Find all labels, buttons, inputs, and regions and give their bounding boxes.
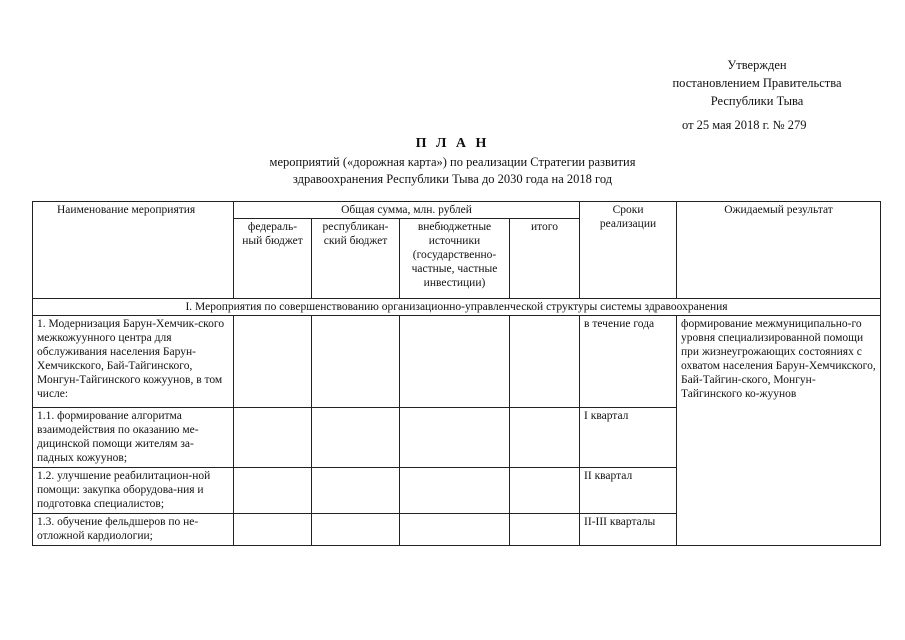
offbudget-cell xyxy=(400,514,510,546)
total-cell xyxy=(510,408,580,468)
federal-cell xyxy=(234,468,312,514)
activity-term: в течение года xyxy=(580,316,677,408)
total-cell xyxy=(510,316,580,408)
header-offbudget: внебюджетные источники (государственно-частные, частные инвестиции) xyxy=(400,219,510,299)
activity-name: 1. Модернизация Барун-Хемчик-ского межкожуунного центра для обслуживания населения Барун-Хемчикского, Бай-Тайгинского, Монгун-Тайгинского кожуунов, в том числе: xyxy=(33,316,234,408)
table-row xyxy=(33,316,881,408)
decree-date-number: от 25 мая 2018 г. № 279 xyxy=(682,118,807,132)
republic-cell xyxy=(312,316,400,408)
approval-line-approved: Утвержден xyxy=(727,58,787,72)
total-cell xyxy=(510,468,580,514)
republic-cell xyxy=(312,514,400,546)
federal-cell xyxy=(234,316,312,408)
total-cell xyxy=(510,514,580,546)
federal-cell xyxy=(234,408,312,468)
plan-subtitle xyxy=(0,154,905,188)
header-federal: федераль-ный бюджет xyxy=(234,219,312,299)
offbudget-cell xyxy=(400,468,510,514)
activity-term: II-III кварталы xyxy=(580,514,677,546)
approval-line-decree-type: постановлением Правительства xyxy=(672,76,842,90)
header-result: Ожидаемый результат xyxy=(677,202,881,299)
republic-cell xyxy=(312,468,400,514)
offbudget-cell xyxy=(400,408,510,468)
activity-name: 1.3. обучение фельдшеров по не-отложной кардиологии; xyxy=(33,514,234,546)
approval-line-republic: Республики Тыва xyxy=(710,94,804,108)
activity-name: 1.2. улучшение реабилитацион-ной помощи: закупка оборудова-ния и подготовка специалистов; xyxy=(33,468,234,514)
header-terms: Сроки реализации xyxy=(580,202,677,299)
header-row-1 xyxy=(33,202,881,219)
plan-heading: П Л А Н xyxy=(415,136,490,151)
plan-subtitle-line-2: здравоохранения Республики Тыва до 2030 года на 2018 год xyxy=(292,172,613,186)
activity-name: 1.1. формирование алгоритма взаимодействия по оказанию ме-дицинской помощи жителям за-падных кожуунов; xyxy=(33,408,234,468)
expected-result: формирование межмуниципально-го уровня специализированной помощи при жизнеугрожающих состояниях с охватом населения Барун-Хемчикского, Бай-Тайгин-ского, Монгун-Тайгинского ко-жуунов xyxy=(677,316,881,546)
activity-term: II квартал xyxy=(580,468,677,514)
header-republic: республикан-ский бюджет xyxy=(312,219,400,299)
header-total-sum: Общая сумма, млн. рублей xyxy=(234,202,580,219)
approval-block xyxy=(647,56,867,110)
section-title: I. Мероприятия по совершенствованию организационно-управленческой структуры системы здравоохранения xyxy=(33,299,881,316)
offbudget-cell xyxy=(400,316,510,408)
federal-cell xyxy=(234,514,312,546)
section-row xyxy=(33,299,881,316)
header-total: итого xyxy=(510,219,580,299)
plan-table xyxy=(32,201,881,546)
republic-cell xyxy=(312,408,400,468)
header-name: Наименование мероприятия xyxy=(33,202,234,299)
activity-term: I квартал xyxy=(580,408,677,468)
plan-subtitle-line-1: мероприятий («дорожная карта») по реализации Стратегии развития xyxy=(269,155,636,169)
